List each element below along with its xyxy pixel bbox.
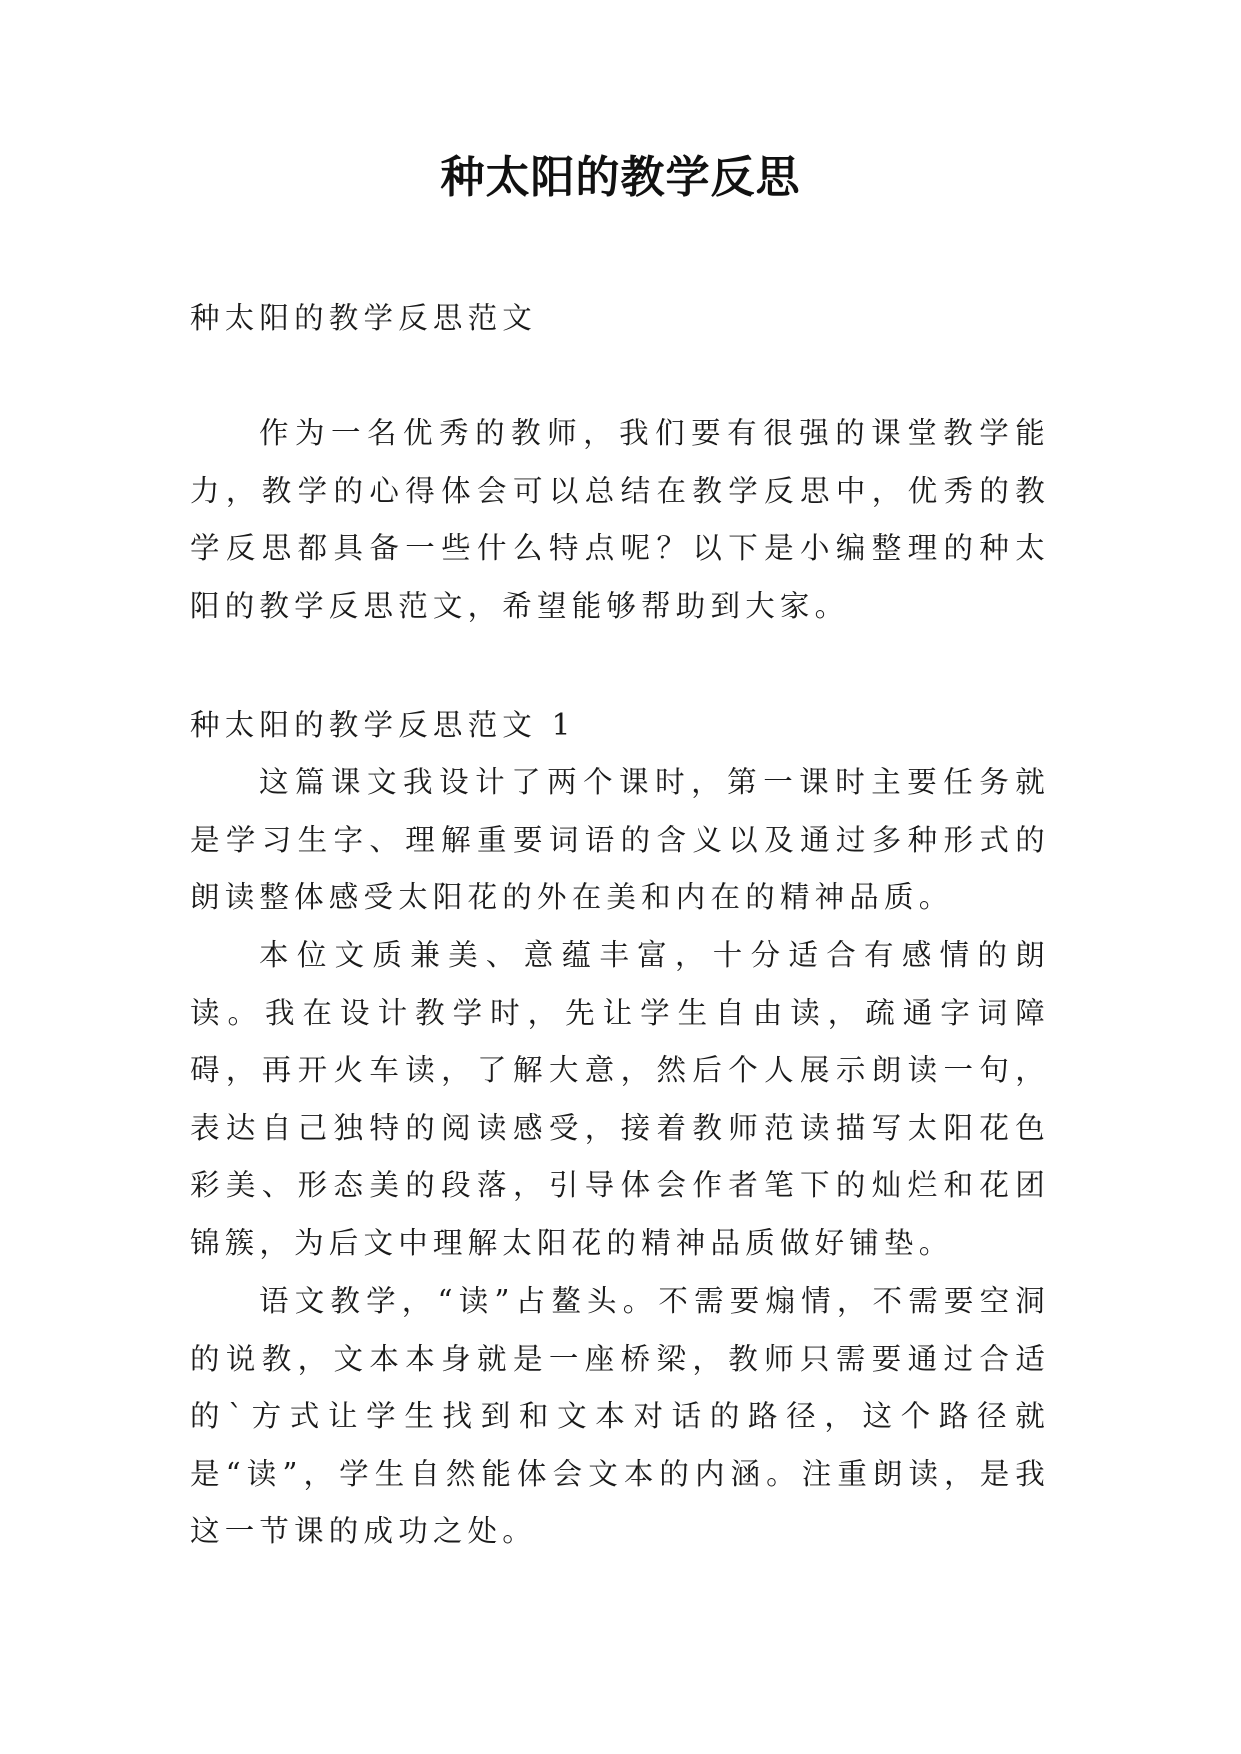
document-subtitle: 种太阳的教学反思范文 <box>190 301 538 335</box>
body-paragraph-2: 本位文质兼美、意蕴丰富，十分适合有感情的朗读。我在设计教学时，先让学生自由读，疏通字词障碍，再开火车读，了解大意，然后个人展示朗读一句，表达自己独特的阅读感受，接着教师范读描写太阳花色彩美、形态美的段落，引导体会作者笔下的灿烂和花团锦簇，为后文中理解太阳花的精神品质做好铺垫。 <box>190 938 1050 1260</box>
intro-paragraph: 作为一名优秀的教师，我们要有很强的课堂教学能力，教学的心得体会可以总结在教学反思中，优秀的教学反思都具备一些什么特点呢？以下是小编整理的种太阳的教学反思范文，希望能够帮助到大家。 <box>190 416 1050 623</box>
section-heading: 种太阳的教学反思范文 1 <box>190 708 576 742</box>
document-title: 种太阳的教学反思 <box>440 152 801 203</box>
body-paragraph-3: 语文教学，“读”占鳌头。不需要煽情，不需要空洞的说教，文本本身就是一座桥梁，教师只需要通过合适的`方式让学生找到和文本对话的路径，这个路径就是“读”，学生自然能体会文本的内涵。注重朗读，是我这一节课的成功之处。 <box>190 1284 1050 1548</box>
body-paragraph-1: 这篇课文我设计了两个课时，第一课时主要任务就是学习生字、理解重要词语的含义以及通过多种形式的朗读整体感受太阳花的外在美和内在的精神品质。 <box>190 765 1050 914</box>
